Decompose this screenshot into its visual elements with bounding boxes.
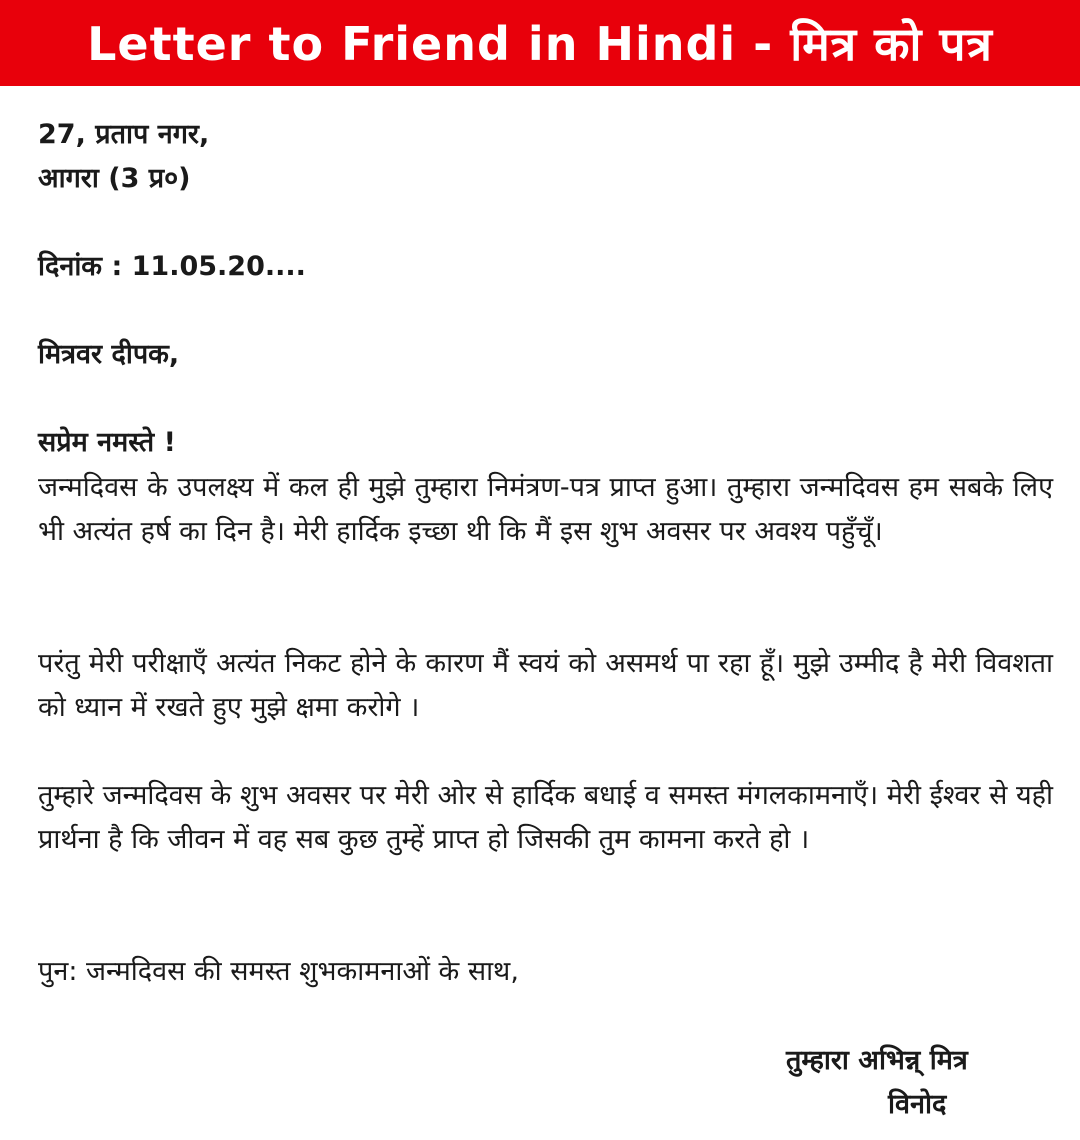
salutation: मित्रवर दीपक, bbox=[38, 339, 180, 370]
paragraph-3: तुम्हारे जन्मदिवस के शुभ अवसर पर मेरी ओर से हार्दिक बधाई व समस्त मंगलकामनाएँ। मेरी ईश्वर से यही प्रार्थना है कि जीवन में वह सब कुछ तुम्हें प्राप्त हो जिसकी तुम कामना करते हो । bbox=[38, 780, 1053, 855]
title-banner bbox=[0, 0, 1080, 86]
letter-date: दिनांक : 11.05.20.... bbox=[38, 251, 306, 282]
closing-line: तुम्हारा अभिन्न् मित्र bbox=[786, 1045, 968, 1076]
paragraph-1: जन्मदिवस के उपलक्ष्य में कल ही मुझे तुम्हारा निमंत्रण-पत्र प्राप्त हुआ। तुम्हारा जन्मदिवस हम सबके लिए भी अत्यंत हर्ष का दिन है। मेरी हार्दिक इच्छा थी कि मैं इस शुभ अवसर पर अवश्य पहुँचूँ। bbox=[38, 472, 1053, 547]
address-line-2: आगरा (3 प्र०) bbox=[38, 163, 191, 194]
greeting: सप्रेम नमस्ते ! bbox=[38, 427, 176, 458]
signature: विनोद bbox=[888, 1089, 947, 1120]
paragraph-2: परंतु मेरी परीक्षाएँ अत्यंत निकट होने के कारण मैं स्वयं को असमर्थ पा रहा हूँ। मुझे उम्मीद है मेरी विवशता को ध्यान में रखते हुए मुझे क्षमा करोगे । bbox=[38, 648, 1053, 723]
paragraph-4: पुन: जन्मदिवस की समस्त शुभकामनाओं के साथ, bbox=[38, 956, 519, 987]
address-line-1: 27, प्रताप नगर, bbox=[38, 119, 210, 150]
page-title: Letter to Friend in Hindi - मित्र को पत्र bbox=[87, 17, 993, 71]
